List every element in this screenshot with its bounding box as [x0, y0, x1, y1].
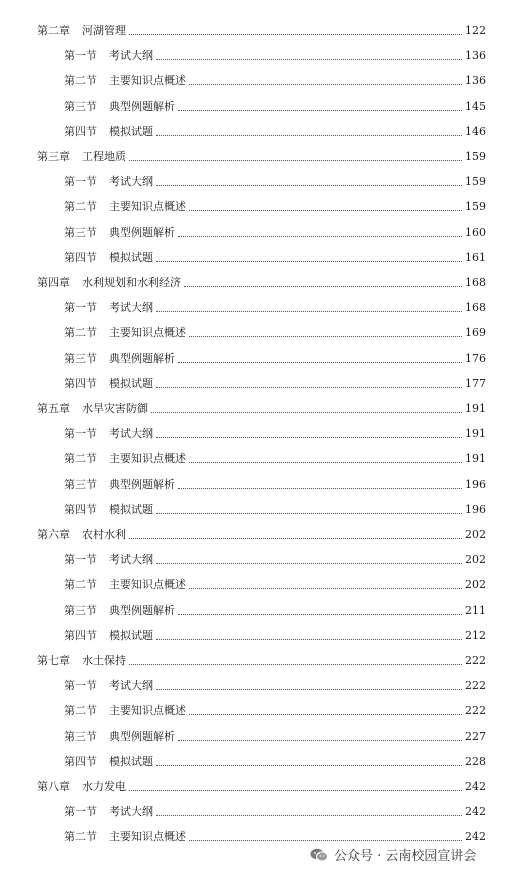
- toc-page-number: 196: [465, 478, 486, 491]
- toc-entry-title: 水旱灾害防御: [82, 402, 148, 415]
- toc-entry-number: 第二节: [64, 452, 97, 465]
- toc-entry-title: 典型例题解析: [109, 730, 175, 743]
- toc-entry-title: 主要知识点概述: [109, 578, 186, 591]
- toc-section-row: [64, 728, 486, 744]
- toc-entry-number: 第二节: [64, 830, 97, 843]
- toc-section-row: [64, 47, 486, 63]
- toc-page-number: 161: [465, 251, 486, 264]
- toc-page-number: 136: [465, 49, 486, 62]
- toc-page-number: 191: [465, 427, 486, 440]
- toc-section-row: [64, 702, 486, 718]
- dot-leader: [178, 487, 462, 489]
- toc-page-number: 196: [465, 503, 486, 516]
- toc-section-row: [64, 576, 486, 592]
- toc-page-number: 136: [465, 74, 486, 87]
- toc-entry-title: 考试大纲: [109, 175, 153, 188]
- watermark: [306, 843, 480, 866]
- dot-leader: [189, 209, 462, 211]
- toc-entry-number: 第二章: [37, 24, 70, 37]
- dot-leader: [189, 713, 462, 715]
- toc-page-number: 228: [465, 755, 486, 768]
- toc-entry-number: 第五章: [37, 402, 70, 415]
- toc-entry-title: 考试大纲: [109, 805, 153, 818]
- toc-entry-number: 第一节: [64, 805, 97, 818]
- toc-chapter-row: [37, 652, 486, 668]
- toc-entry-number: 第三章: [37, 150, 70, 163]
- toc-section-row: [64, 72, 486, 88]
- toc-section-row: [64, 299, 486, 315]
- dot-leader: [156, 58, 462, 60]
- toc-entry-title: 典型例题解析: [109, 100, 175, 113]
- toc-entry-number: 第四节: [64, 503, 97, 516]
- toc-section-row: [64, 324, 486, 340]
- toc-entry-number: 第二节: [64, 74, 97, 87]
- toc-entry-title: 典型例题解析: [109, 352, 175, 365]
- toc-page-number: 222: [465, 704, 486, 717]
- dot-leader: [129, 663, 462, 665]
- toc-entry-number: 第一节: [64, 427, 97, 440]
- dot-leader: [156, 184, 462, 186]
- toc-entry-number: 第三节: [64, 730, 97, 743]
- toc-section-row: [64, 476, 486, 492]
- toc-entry-title: 主要知识点概述: [109, 452, 186, 465]
- dot-leader: [129, 537, 462, 539]
- toc-entry-number: 第四节: [64, 755, 97, 768]
- dot-leader: [189, 461, 462, 463]
- toc-entry-number: 第三节: [64, 100, 97, 113]
- toc-entry-title: 水力发电: [82, 780, 126, 793]
- toc-entry-title: 模拟试题: [109, 629, 153, 642]
- toc-page-number: 168: [465, 301, 486, 314]
- dot-leader: [189, 83, 462, 85]
- toc-chapter-row: [37, 148, 486, 164]
- toc-section-row: [64, 123, 486, 139]
- toc-page-number: 146: [465, 125, 486, 138]
- toc-entry-title: 典型例题解析: [109, 478, 175, 491]
- toc-entry-number: 第六章: [37, 528, 70, 541]
- toc-entry-title: 模拟试题: [109, 251, 153, 264]
- toc-page-number: 122: [465, 24, 486, 37]
- toc-page-number: 168: [465, 276, 486, 289]
- toc-section-row: [64, 198, 486, 214]
- toc-entry-number: 第八章: [37, 780, 70, 793]
- toc-page-number: 242: [465, 780, 486, 793]
- toc-section-row: [64, 249, 486, 265]
- toc-entry-title: 模拟试题: [109, 755, 153, 768]
- toc-entry-number: 第三节: [64, 478, 97, 491]
- dot-leader: [178, 613, 462, 615]
- toc-section-row: [64, 375, 486, 391]
- toc-page-number: 222: [465, 654, 486, 667]
- toc-entry-title: 考试大纲: [109, 49, 153, 62]
- toc-chapter-row: [37, 526, 486, 542]
- toc-entry-title: 考试大纲: [109, 301, 153, 314]
- toc-page-number: 177: [465, 377, 486, 390]
- dot-leader: [178, 739, 462, 741]
- toc-entry-number: 第四章: [37, 276, 70, 289]
- toc-entry-number: 第七章: [37, 654, 70, 667]
- dot-leader: [189, 587, 462, 589]
- dot-leader: [156, 638, 462, 640]
- dot-leader: [156, 386, 462, 388]
- toc-section-row: [64, 98, 486, 114]
- toc-page-number: 159: [465, 150, 486, 163]
- toc-section-row: [64, 627, 486, 643]
- toc-section-row: [64, 173, 486, 189]
- toc-entry-number: 第四节: [64, 629, 97, 642]
- toc-entry-number: 第二节: [64, 578, 97, 591]
- dot-leader: [178, 361, 462, 363]
- dot-leader: [156, 260, 462, 262]
- toc-page-number: 202: [465, 553, 486, 566]
- toc-entry-title: 水土保持: [82, 654, 126, 667]
- toc-entry-title: 河湖管理: [82, 24, 126, 37]
- dot-leader: [156, 562, 462, 564]
- toc-section-row: [64, 551, 486, 567]
- toc-entry-number: 第四节: [64, 377, 97, 390]
- toc-page-number: 159: [465, 200, 486, 213]
- toc-entry-title: 工程地质: [82, 150, 126, 163]
- toc-chapter-row: [37, 274, 486, 290]
- toc-entry-number: 第四节: [64, 251, 97, 264]
- toc-page-number: 242: [465, 805, 486, 818]
- toc-entry-title: 农村水利: [82, 528, 126, 541]
- toc-section-row: [64, 828, 486, 844]
- toc-chapter-row: [37, 22, 486, 38]
- dot-leader: [156, 512, 462, 514]
- toc-page-number: 202: [465, 528, 486, 541]
- dot-leader: [156, 688, 462, 690]
- toc-section-row: [64, 677, 486, 693]
- toc-entry-title: 模拟试题: [109, 503, 153, 516]
- toc-section-row: [64, 753, 486, 769]
- dot-leader: [189, 335, 462, 337]
- dot-leader: [129, 159, 462, 161]
- toc-entry-number: 第四节: [64, 125, 97, 138]
- toc-page-number: 159: [465, 175, 486, 188]
- dot-leader: [129, 789, 462, 791]
- dot-leader: [156, 814, 462, 816]
- toc-entry-title: 考试大纲: [109, 427, 153, 440]
- toc-page-number: 191: [465, 402, 486, 415]
- toc-page-number: 227: [465, 730, 486, 743]
- toc-entry-title: 模拟试题: [109, 377, 153, 390]
- toc-page-number: 191: [465, 452, 486, 465]
- toc-section-row: [64, 425, 486, 441]
- dot-leader: [151, 411, 462, 413]
- toc-section-row: [64, 501, 486, 517]
- toc-entry-number: 第一节: [64, 301, 97, 314]
- toc-entry-title: 水利规划和水利经济: [82, 276, 181, 289]
- toc-entry-title: 考试大纲: [109, 679, 153, 692]
- toc-entry-title: 主要知识点概述: [109, 326, 186, 339]
- dot-leader: [156, 310, 462, 312]
- dot-leader: [156, 134, 462, 136]
- toc-section-row: [64, 224, 486, 240]
- toc-entry-number: 第二节: [64, 200, 97, 213]
- toc-entry-title: 考试大纲: [109, 553, 153, 566]
- toc-page-number: 160: [465, 226, 486, 239]
- toc-entry-title: 主要知识点概述: [109, 830, 186, 843]
- toc-entry-number: 第三节: [64, 604, 97, 617]
- toc-entry-number: 第一节: [64, 553, 97, 566]
- toc-entry-title: 模拟试题: [109, 125, 153, 138]
- toc-entry-title: 主要知识点概述: [109, 74, 186, 87]
- watermark-text: 公众号 · 云南校园宣讲会: [334, 849, 477, 864]
- toc-entry-title: 典型例题解析: [109, 226, 175, 239]
- wechat-icon: [310, 848, 328, 862]
- toc-entry-number: 第一节: [64, 175, 97, 188]
- toc-section-row: [64, 450, 486, 466]
- toc-page-number: 212: [465, 629, 486, 642]
- dot-leader: [178, 235, 462, 237]
- toc-page-number: 169: [465, 326, 486, 339]
- toc-entry-title: 主要知识点概述: [109, 704, 186, 717]
- toc-entry-number: 第二节: [64, 704, 97, 717]
- dot-leader: [156, 764, 462, 766]
- dot-leader: [156, 436, 462, 438]
- toc-chapter-row: [37, 778, 486, 794]
- toc-entry-number: 第一节: [64, 679, 97, 692]
- toc-chapter-row: [37, 400, 486, 416]
- toc-entry-number: 第二节: [64, 326, 97, 339]
- dot-leader: [178, 109, 462, 111]
- toc-page-number: 176: [465, 352, 486, 365]
- toc-entry-number: 第一节: [64, 49, 97, 62]
- toc-entry-title: 典型例题解析: [109, 604, 175, 617]
- toc-page-number: 222: [465, 679, 486, 692]
- toc-section-row: [64, 350, 486, 366]
- dot-leader: [189, 839, 462, 841]
- toc-section-row: [64, 602, 486, 618]
- toc-page-number: 202: [465, 578, 486, 591]
- toc-entry-number: 第三节: [64, 352, 97, 365]
- toc-entry-number: 第三节: [64, 226, 97, 239]
- dot-leader: [184, 285, 462, 287]
- toc-section-row: [64, 803, 486, 819]
- toc-page-number: 211: [465, 604, 486, 617]
- toc-page-number: 242: [465, 830, 486, 843]
- dot-leader: [129, 33, 462, 35]
- toc-entry-title: 主要知识点概述: [109, 200, 186, 213]
- toc-page-number: 145: [465, 100, 486, 113]
